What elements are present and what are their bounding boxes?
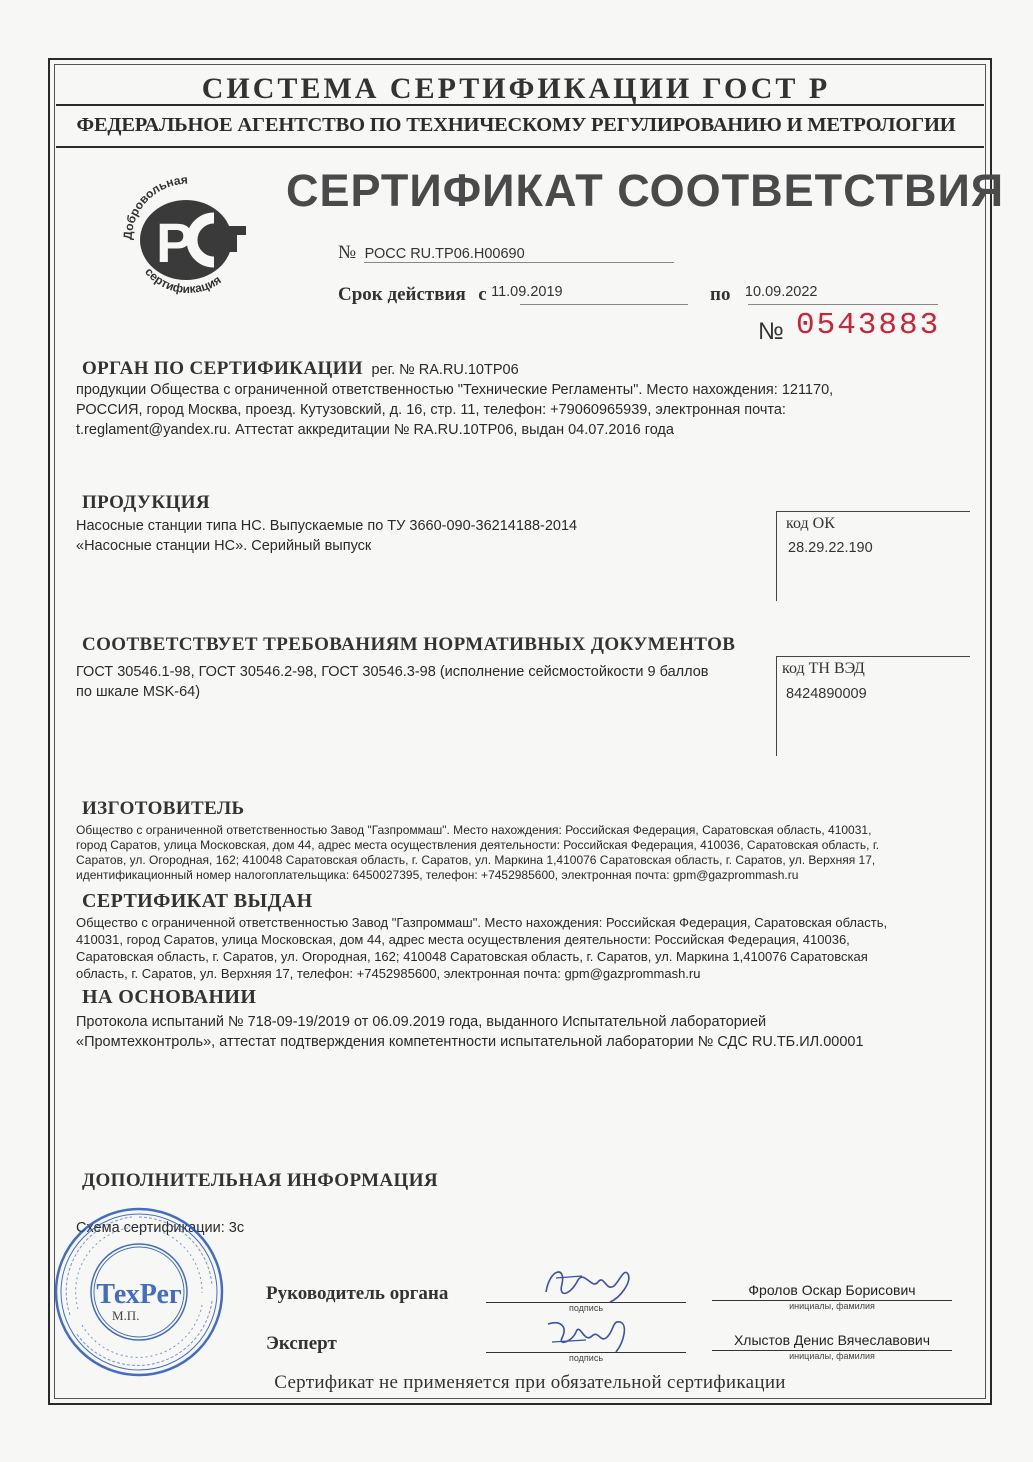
issued-to-heading: СЕРТИФИКАТ ВЫДАН [82,890,313,912]
head-sign-caption: подпись [568,1303,604,1313]
manufacturer-line: Общество с ограниченной ответственностью Завод "Газпроммаш". Место нахождения: Российская Федерация, Саратовская область, 410031, [76,823,872,837]
expert-signature [540,1312,640,1356]
basis-line: «Промтехконтроль», аттестат подтверждения компетентности испытательной лаборатории № СДС RU.ТБ.ИЛ.00001 [76,1034,864,1050]
issued-to-details [76,914,981,982]
tnved-code-label: код ТН ВЭД [782,660,865,677]
logo-bottom-text: сертификация [142,264,224,297]
additional-heading: ДОПОЛНИТЕЛЬНАЯ ИНФОРМАЦИЯ [82,1170,439,1191]
expert-name: Хлыстов Денис Вячеславович [733,1332,931,1348]
org-line: РОССИЯ, город Москва, проезд. Кутузовский, д. 16, стр. 11, телефон: +79060965939, электронная почта: [76,402,786,418]
expert-name-caption: инициалы, фамилия [789,1351,875,1361]
expert-label: Эксперт [266,1333,337,1354]
to-label: по [710,284,731,305]
product-line: «Насосные станции НС». Серийный выпуск [76,538,372,554]
conformity-details [76,662,776,702]
head-name-caption: инициалы, фамилия [789,1301,875,1311]
basis-details [76,1012,981,1052]
certification-scheme: Схема сертификации: 3с [76,1220,245,1236]
from-label: с [478,284,487,305]
issued-to-line: Общество с ограниченной ответственностью Завод "Газпроммаш". Место нахождения: Российская Федерация, Саратовская область, [76,915,888,930]
valid-to-row [710,284,817,306]
manufacturer-line: Саратов, ул. Огородная, 162; 410048 Саратовская область, г. Саратов, ул. Маркина 1,410076 Саратовская область, г. Саратов, ул. Верхняя 17, [76,853,876,867]
manufacturer-heading: ИЗГОТОВИТЕЛЬ [82,798,245,819]
basis-heading: НА ОСНОВАНИИ [82,986,257,1008]
org-reg-number: рег. № RA.RU.10ТР06 [371,362,519,378]
header-divider-bottom [56,146,984,148]
tnved-code-value: 8424890009 [786,686,867,702]
official-stamp [52,1205,226,1379]
number-label: № [338,242,357,263]
product-heading: ПРОДУКЦИЯ [82,492,211,513]
stamp-mp: М.П. [112,1308,140,1323]
logo-top-text: Добровольная [120,176,189,241]
head-signature [540,1262,640,1306]
agency-title: ФЕДЕРАЛЬНОЕ АГЕНТСТВО ПО ТЕХНИЧЕСКОМУ РЕГУЛИРОВАНИЮ И МЕТРОЛОГИИ [76,114,956,136]
product-line: Насосные станции типа НС. Выпускаемые по ТУ 3660-090-36214188-2014 [76,518,578,534]
manufacturer-line: город Саратов, улица Московская, дом 44, адрес места осуществления деятельности: Российская Федерация, 410036, Саратовская область, г. [76,838,880,852]
conformity-line: по шкале MSK-64) [76,684,201,700]
issued-to-line: Саратовская область, г. Саратов, ул. Огородная, 162; 410048 Саратовская область, г. Саратов, ул. Маркина 1,410076 Саратовская [76,949,868,964]
manufacturer-line: идентификационный номер налогоплательщика: 6450027395, телефон: +7452985600, электронная почта: gpm@gazprommash.ru [76,868,799,882]
conformity-heading: СООТВЕТСТВУЕТ ТРЕБОВАНИЯМ НОРМАТИВНЫХ ДОКУМЕНТОВ [82,634,736,655]
validity-row [338,284,563,306]
issued-to-line: 410031, город Саратов, улица Московская, дом 44, адрес места осуществления деятельности: Российская Федерация, 410036, [76,932,850,947]
product-details [76,516,766,556]
ok-code-label: код ОК [786,515,835,532]
certificate-title: СЕРТИФИКАТ СООТВЕТСТВИЯ [286,165,1005,216]
form-number: 0543883 [796,308,941,343]
org-heading: ОРГАН ПО СЕРТИФИКАЦИИ [82,358,363,379]
to-underline [748,304,938,305]
head-name: Фролов Оскар Борисович [748,1282,916,1298]
cert-number-row [338,242,525,264]
validity-label: Срок действия [338,284,466,305]
manufacturer-details [76,823,981,883]
cert-number: РОСС RU.ТР06.Н00690 [364,246,525,262]
valid-from-date: 11.09.2019 [491,284,563,300]
system-title: СИСТЕМА СЕРТИФИКАЦИИ ГОСТ Р [201,72,831,105]
issued-to-line: область, г. Саратов, ул. Верхняя 17, телефон: +7452985600, электронная почта: gpm@gazprommash.ru [76,966,701,981]
org-line: t.reglament@yandex.ru. Аттестат аккредитации № RA.RU.10ТР06, выдан 04.07.2016 года [76,422,674,438]
rst-logo [118,176,254,300]
number-underline [364,262,674,263]
head-label: Руководитель органа [266,1283,449,1304]
org-line: продукции Общества с ограниченной ответственностью "Технические Регламенты". Место нахождения: 121170, [76,382,834,398]
footer-note: Сертификат не применяется при обязательной сертификации [274,1372,786,1393]
svg-text:P: P [156,211,194,274]
org-heading-row [82,358,519,380]
basis-line: Протокола испытаний № 718-09-19/2019 от 06.09.2019 года, выданного Испытательной лабораторией [76,1014,767,1030]
conformity-line: ГОСТ 30546.1-98, ГОСТ 30546.2-98, ГОСТ 30546.3-98 (исполнение сейсмостойкости 9 баллов [76,664,709,680]
valid-to-date: 10.09.2022 [744,284,818,300]
header-divider-top [56,104,984,106]
form-number-label: № [758,318,784,345]
ok-code-value: 28.29.22.190 [788,540,873,556]
stamp-center-text: ТехРег [96,1279,182,1310]
from-underline [520,304,688,305]
expert-sign-caption: подпись [568,1353,604,1363]
org-details [76,380,976,440]
